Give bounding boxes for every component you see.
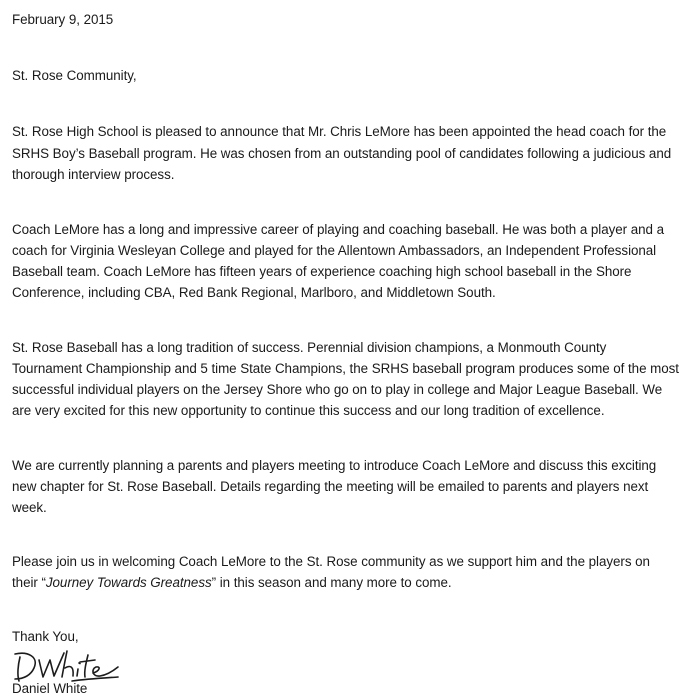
paragraph-line: SRHS Boy’s Baseball program. He was chosen from an outstanding pool of candidates following a judicious and	[12, 146, 672, 161]
paragraph-line: are very excited for this new opportunity to continue this success and our long tradition of excellence.	[12, 403, 605, 418]
paragraph-line: Baseball team. Coach LeMore has fifteen years of experience coaching high school baseball in the Shore	[12, 264, 632, 279]
journey-phrase: Journey Towards Greatness	[45, 575, 212, 590]
paragraph-line: Conference, including CBA, Red Bank Regional, Marlboro, and Middletown South.	[12, 285, 496, 300]
paragraph-line: new chapter for St. Rose Baseball. Details regarding the meeting will be emailed to parents and players next	[12, 479, 649, 494]
letter-salutation: St. Rose Community,	[12, 68, 137, 83]
signer-name: Daniel White	[12, 681, 88, 696]
paragraph-line: St. Rose High School is pleased to announce that Mr. Chris LeMore has been appointed the head coach for the	[12, 124, 667, 139]
paragraph-line: Coach LeMore has a long and impressive career of playing and coaching baseball. He was both a player and a	[12, 222, 664, 237]
paragraph-line	[12, 572, 452, 593]
paragraph-line: thorough interview process.	[12, 167, 175, 182]
paragraph-line: Please join us in welcoming Coach LeMore to the St. Rose community as we support him and the players on	[12, 554, 650, 569]
paragraph-line: coach for Virginia Wesleyan College and played for the Allentown Ambassadors, an Independent Professional	[12, 243, 657, 258]
quote-open: their “	[12, 575, 46, 590]
paragraph-line: successful individual players on the Jersey Shore who go on to play in college and Major League Baseball. We	[12, 382, 663, 397]
letter-date: February 9, 2015	[12, 12, 114, 27]
paragraph-line: We are currently planning a parents and players meeting to introduce Coach LeMore and discuss this exciting	[12, 458, 657, 473]
paragraph-line: St. Rose Baseball has a long tradition of success. Perennial division champions, a Monmouth County	[12, 340, 607, 355]
letter-closing: Thank You,	[12, 629, 79, 644]
paragraph-line: week.	[12, 500, 47, 515]
quote-close: ” in this season and many more to come.	[211, 575, 452, 590]
paragraph-line: Tournament Championship and 5 time State Champions, the SRHS baseball program produces some of the most	[12, 361, 679, 376]
